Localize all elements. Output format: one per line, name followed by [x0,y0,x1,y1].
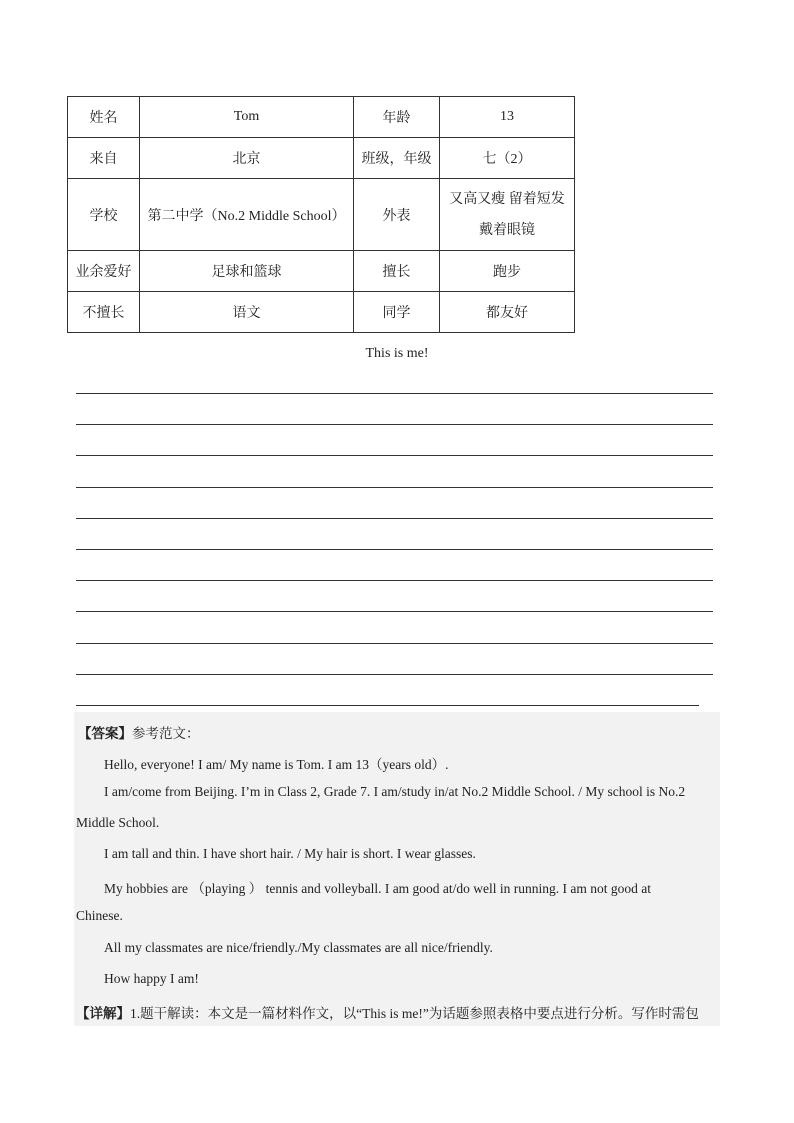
writing-line [76,611,713,612]
writing-line [76,580,713,581]
table-cell: 学校 [68,179,140,251]
table-cell-appearance [440,179,575,251]
table-cell: 班级，年级 [354,138,440,179]
table-cell: 业余爱好 [68,251,140,292]
writing-line [76,487,713,488]
table-cell: 七（2） [440,138,575,179]
table-cell: 13 [440,97,575,138]
answer-line: Hello, everyone! I am/ My name is Tom. I am 13（years old）. [104,757,449,772]
table-row [68,292,575,333]
essay-title: This is me! [365,346,429,361]
answer-section [74,712,720,1026]
table-cell: 同学 [354,292,440,333]
answer-tag: 【答案】 [78,726,132,741]
table-cell: Tom [140,97,354,138]
writing-line [76,424,713,425]
appearance-line-2: 戴着眼镜 [479,222,535,238]
table-cell: 来自 [68,138,140,179]
info-table [67,96,575,333]
writing-line [76,705,699,706]
writing-line [76,518,713,519]
writing-line [76,455,713,456]
answer-line: Chinese. [76,908,123,923]
table-cell: 年龄 [354,97,440,138]
table-cell: 北京 [140,138,354,179]
table-row [68,251,575,292]
table-cell: 语文 [140,292,354,333]
answer-heading-text: 参考范文： [132,726,200,741]
table-row [68,179,575,251]
detail-text: 1.题干解读：本文是一篇材料作文，以“This is me!”为话题参照表格中要点进行分析。写作时需包 [130,1006,699,1021]
writing-line [76,643,713,644]
writing-line [76,393,713,394]
answer-line: My hobbies are （playing ） tennis and volleyball. I am good at/do well in running. I am not good at [104,881,652,896]
answer-line: I am/come from Beijing. I’m in Class 2, Grade 7. I am/study in/at No.2 Middle School. / My school is No.2 [104,784,686,799]
table-cell: 第二中学（No.2 Middle School） [140,179,354,251]
table-cell: 不擅长 [68,292,140,333]
writing-line [76,674,713,675]
answer-line: I am tall and thin. I have short hair. / My hair is short. I wear glasses. [104,846,476,861]
answer-line: How happy I am! [104,971,199,986]
table-cell: 姓名 [68,97,140,138]
appearance-line-1: 又高又瘦 留着短发 [449,191,565,207]
detail-tag: 【详解】 [76,1006,130,1021]
answer-line: All my classmates are nice/friendly./My classmates are all nice/friendly. [104,940,493,955]
table-cell: 擅长 [354,251,440,292]
answer-heading [78,722,200,742]
table-row [68,138,575,179]
table-cell: 跑步 [440,251,575,292]
table-cell: 外表 [354,179,440,251]
detail-paragraph [76,1002,699,1022]
table-cell: 足球和篮球 [140,251,354,292]
writing-line [76,549,713,550]
table-row [68,97,575,138]
table-cell: 都友好 [440,292,575,333]
answer-line: Middle School. [76,815,160,830]
